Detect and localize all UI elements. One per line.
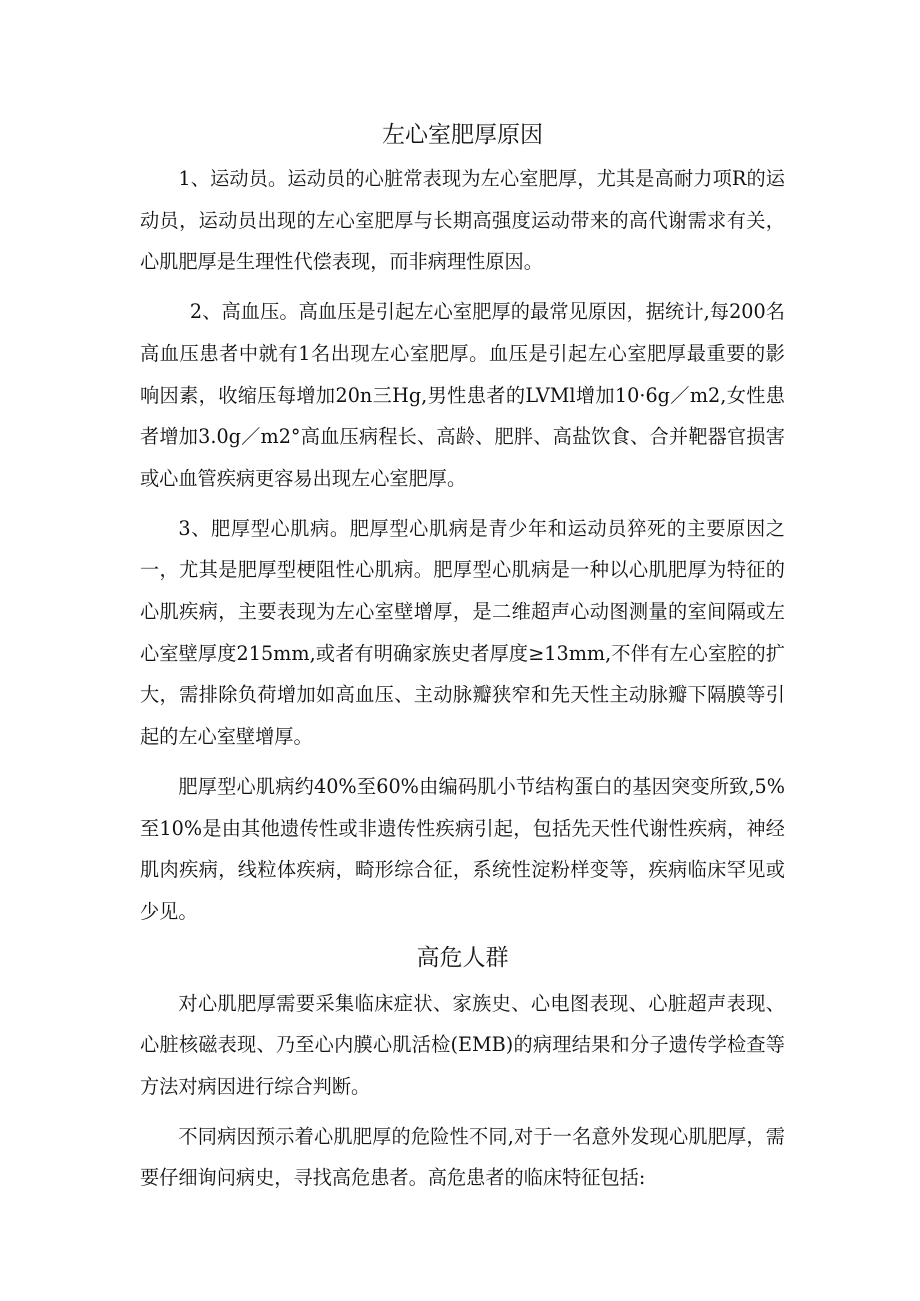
paragraph-diagnosis-methods: 对心肌肥厚需要采集临床症状、家族史、心电图表现、心脏超声表现、心脏核磁表现、乃至心内膜心肌活检(EMB)的病理结果和分子遗传学检查等方法对病因进行综合判断。 <box>140 991 785 1099</box>
paragraph-high-risk-features: 不同病因预示着心肌肥厚的危险性不同,对于一名意外发现心肌肥厚，需要仔细询问病史，寻找高危患者。高危患者的临床特征包括: <box>140 1124 785 1190</box>
paragraph-hypertension: 2、高血压。高血压是引起左心室肥厚的最常见原因，据统计,每200名高血压患者中就有1名出现左心室肥厚。血压是引起左心室肥厚最重要的影响因素，收缩压每增加20n三Hg,男性患者的LVMl增加10·6g／m2,女性患者增加3.0g／m2°高血压病程长、高龄、肥胖、高盐饮食、合并靶器官损害或心血管疾病更容易出现左心室肥厚。 <box>140 300 785 490</box>
document-body <box>140 118 785 1207</box>
paragraph-hcm-genetics: 肥厚型心肌病约40%至60%由编码肌小节结构蛋白的基因突变所致,5%至10%是由其他遗传性或非遗传性疾病引起，包括先天性代谢性疾病，神经肌肉疾病，线粒体疾病，畸形综合征，系统性淀粉样变等，疾病临床罕见或少见。 <box>140 774 785 923</box>
paragraph-athletes: 1、运动员。运动员的心脏常表现为左心室肥厚，尤其是高耐力项R的运动员，运动员出现的左心室肥厚与长期高强度运动带来的高代谢需求有关，心肌肥厚是生理性代偿表现，而非病理性原因。 <box>140 167 785 274</box>
section-title-high-risk: 高危人群 <box>416 944 509 971</box>
section-title-lvh-causes: 左心室肥厚原因 <box>382 122 543 148</box>
paragraph-hcm: 3、肥厚型心肌病。肥厚型心肌病是青少年和运动员猝死的主要原因之一，尤其是肥厚型梗阻性心肌病。肥厚型心肌病是一种以心肌肥厚为特征的心肌疾病，主要表现为左心室壁增厚，是二维超声心动图测量的室间隔或左心室壁厚度215mm,或者有明确家族史者厚度≥13mm,不伴有左心室腔的扩大，需排除负荷增加如高血压、主动脉瓣狭窄和先天性主动脉瓣下隔膜等引起的左心室壁增厚。 <box>140 516 785 749</box>
